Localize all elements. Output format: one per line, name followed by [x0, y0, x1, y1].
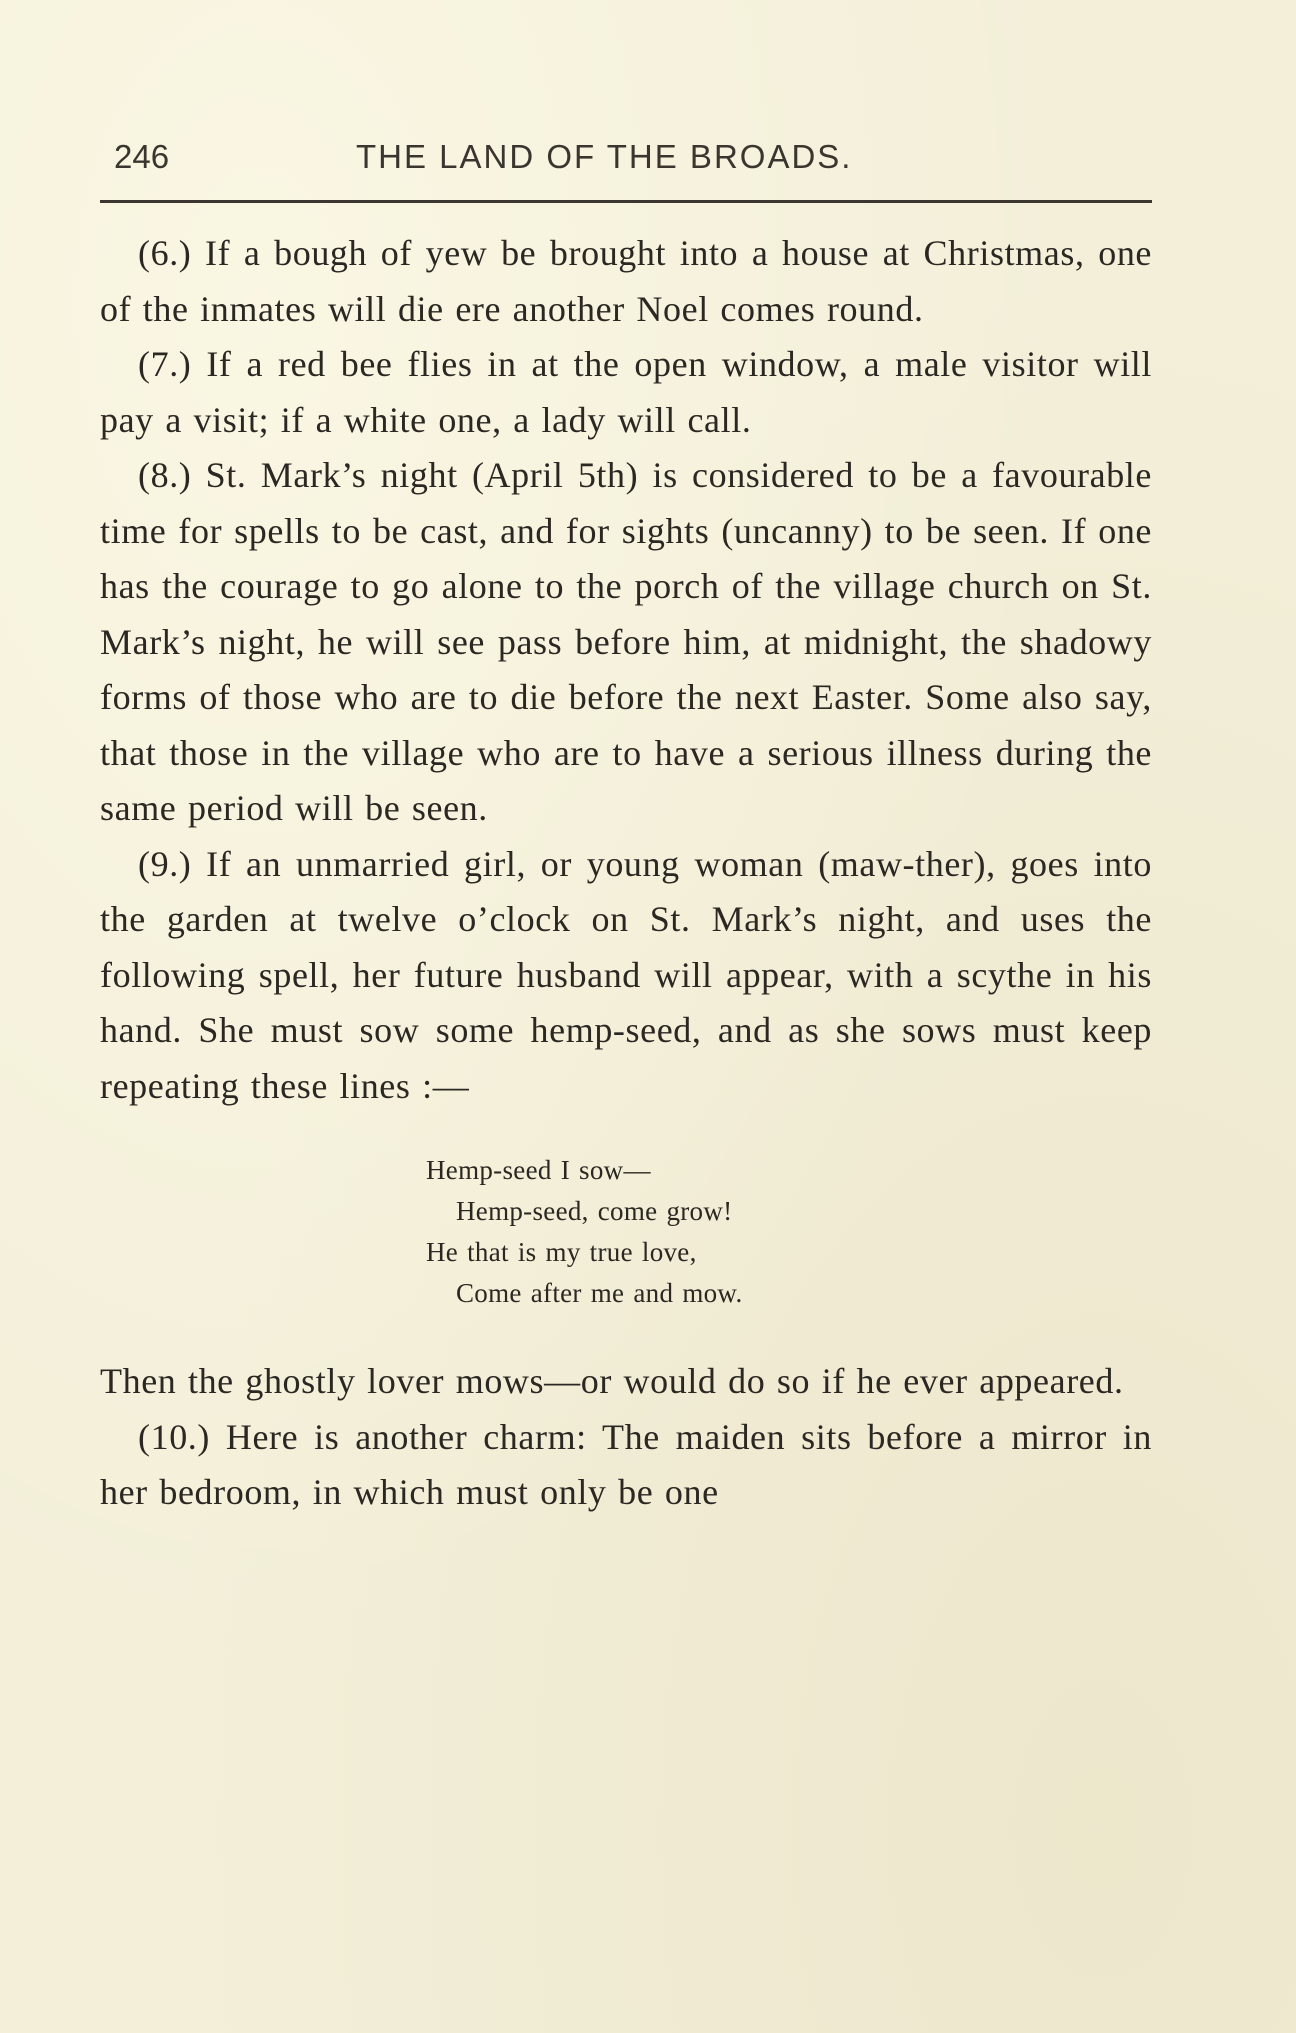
paragraph-10: (10.) Here is another charm: The maiden sits before a mirror in her bedroom, in which must only be one — [100, 1416, 1152, 1512]
page-number: 246 — [114, 138, 170, 175]
verse-line: Hemp-seed I sow— — [426, 1155, 651, 1185]
body-text — [100, 226, 1152, 1521]
page-header — [100, 138, 1152, 188]
running-title: THE LAND OF THE BROADS. — [356, 138, 853, 175]
after-verse-paragraph: Then the ghostly lover mows—or would do so if he ever appeared. — [100, 1361, 1124, 1401]
verse-block — [100, 1150, 1152, 1314]
paragraph-9: (9.) If an unmarried girl, or young woman (maw-ther), goes into the garden at twelve o’clock on St. Mark’s night, and uses the following spell, her future husband will appear, with a scythe in his hand. She must sow some hemp-seed, and as she sows must keep repeating these lines :— — [100, 843, 1152, 1106]
verse-line: Come after me and mow. — [456, 1278, 743, 1308]
paragraph-8: (8.) St. Mark’s night (April 5th) is considered to be a favourable time for spells to be cast, and for sights (uncanny) to be seen. If one has the courage to go alone to the porch of the village church on St. Mark’s night, he will see pass before him, at midnight, the shadowy forms of those who are to die before the next Easter. Some also say, that those in the village who are to have a serious illness during the same period will be seen. — [100, 455, 1152, 828]
verse-line: Hemp-seed, come grow! — [456, 1196, 733, 1226]
verse-line: He that is my true love, — [426, 1237, 697, 1267]
paragraph-7: (7.) If a red bee flies in at the open window, a male visitor will pay a visit; if a white one, a lady will call. — [100, 344, 1152, 440]
paragraph-6: (6.) If a bough of yew be brought into a house at Christmas, one of the inmates will die ere another Noel comes round. — [100, 233, 1152, 329]
header-rule — [100, 200, 1152, 203]
